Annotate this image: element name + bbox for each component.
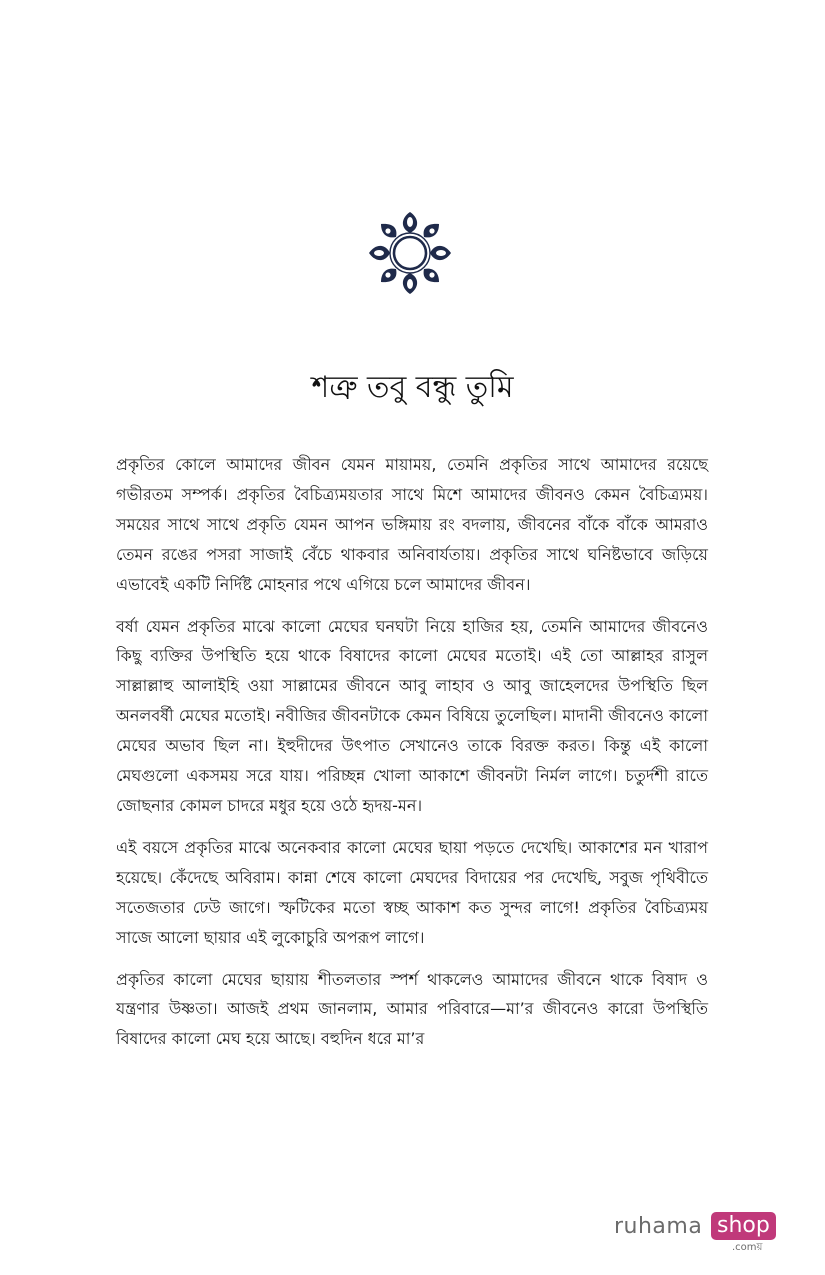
- chapter-title: শত্রু তবু বন্ধু তুমি: [311, 370, 514, 405]
- watermark-shop-box: shop: [711, 1212, 776, 1240]
- chapter-body: [116, 450, 708, 1066]
- paragraph-3: এই বয়সে প্রকৃতির মাঝে অনেকবার কালো মেঘের ছায়া পড়তে দেখেছি। আকাশের মন খারাপ হয়েছে। কেঁদেছে অবিরাম। কান্না শেষে কালো মেঘদের বিদায়ের পর দেখেছি, সবুজ পৃথিবীতে সতেজতার ঢেউ জাগে। স্ফটিকের মতো স্বচ্ছ আকাশ কত সুন্দর লাগে! প্রকৃতির বৈচিত্র্যময় সাজে আলো ছায়ার এই লুকোচুরি অপরূপ লাগে।: [116, 837, 708, 947]
- watermark-word: ruhama: [614, 1214, 703, 1239]
- watermark-tld: .comয়: [732, 1242, 763, 1253]
- paragraph-2: বর্ষা যেমন প্রকৃতির মাঝে কালো মেঘের ঘনঘটা নিয়ে হাজির হয়, তেমনি আমাদের জীবনেও কিছু ব্যক্তির উপস্থিতি হয়ে থাকে বিষাদের কালো মেঘের মতোই। এই তো আল্লাহর রাসুল সাল্লাল্লাহু আলাইহি ওয়া সাল্লামের জীবনে আবু লাহাব ও আবু জাহেলদের উপস্থিতি ছিল অনলবর্ষী মেঘের মতোই। নবীজির জীবনটাকে কেমন বিষিয়ে তুলেছিল। মাদানী জীবনেও কালো মেঘের অভাব ছিল না। ইহুদীদের উৎপাত সেখানেও তাকে বিরক্ত করত। কিন্তু এই কালো মেঘগুলো একসময় সরে যায়। পরিচ্ছন্ন খোলা আকাশে জীবনটা নির্মল লাগে। চতুর্দশী রাতে জোছনার কোমল চাদরে মধুর হয়ে ওঠে হৃদয়-মন।: [116, 616, 708, 815]
- paragraph-4: প্রকৃতির কালো মেঘের ছায়ায় শীতলতার স্পর্শ থাকলেও আমাদের জীবনে থাকে বিষাদ ও যন্ত্রণার উষ্ণতা। আজই প্রথম জানলাম, আমার পরিবারে—মা’র জীবনেও কারো উপস্থিতি বিষাদের কালো মেঘ হয়ে আছে। বহুদিন ধরে মা’র: [116, 969, 708, 1049]
- paragraph-1: প্রকৃতির কোলে আমাদের জীবন যেমন মায়াময়, তেমনি প্রকৃতির সাথে আমাদের রয়েছে গভীরতম সম্পর্ক। প্রকৃতির বৈচিত্র্যময়তার সাথে মিশে আমাদের জীবনও কেমন বৈচিত্র্যময়। সময়ের সাথে সাথে প্রকৃতি যেমন আপন ভঙ্গিমায় রং বদলায়, জীবনের বাঁকে বাঁকে আমরাও তেমন রঙের পসরা সাজাই বেঁচে থাকবার অনিবার্যতায়। প্রকৃতির সাথে ঘনিষ্টভাবে জড়িয়ে এভাবেই একটি নির্দিষ্ট মোহনার পথে এগিয়ে চলে আমাদের জীবন।: [116, 455, 708, 594]
- flower-ornament-icon: [365, 208, 455, 298]
- ruhamashop-watermark-logo: [614, 1210, 784, 1253]
